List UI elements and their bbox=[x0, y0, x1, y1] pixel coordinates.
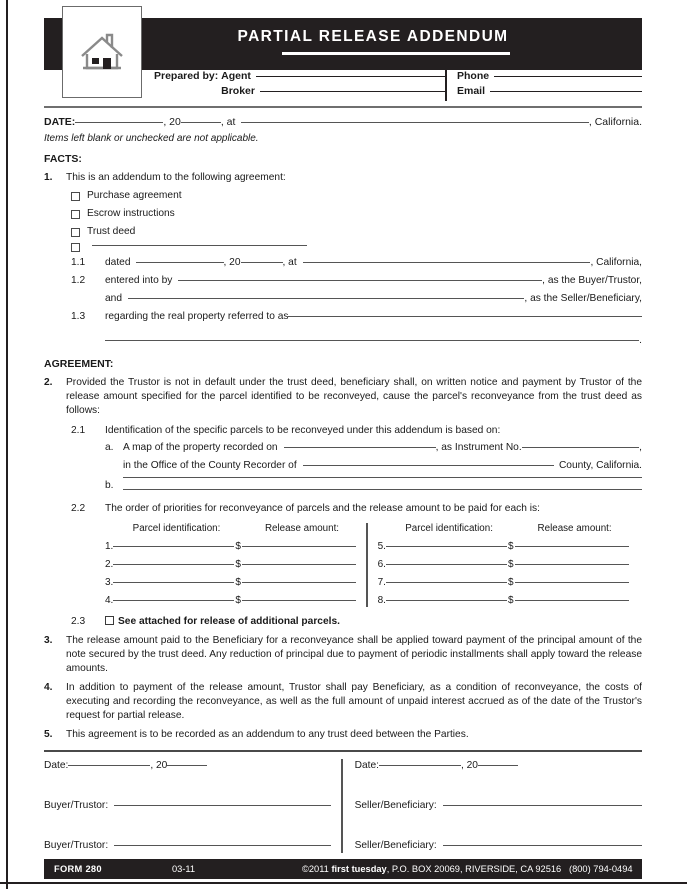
signature-column-buyer bbox=[44, 759, 341, 853]
buyer-trustor-label: Buyer/Trustor: bbox=[44, 840, 109, 851]
parcel-table-left-column bbox=[105, 522, 356, 608]
currency-symbol: $ bbox=[507, 541, 514, 552]
county-california-label: County, California. bbox=[558, 460, 642, 471]
map-recorded-line bbox=[123, 441, 642, 455]
table-row bbox=[378, 558, 629, 572]
currency-symbol: $ bbox=[235, 541, 241, 552]
parcel-table-header-right bbox=[378, 522, 629, 536]
item-2-2-text: The order of priorities for reconveyance of parcels and the release amount to be paid for each is: bbox=[105, 503, 540, 514]
signature-divider bbox=[341, 759, 343, 853]
row-number: 7. bbox=[377, 577, 386, 588]
parcel-id-input[interactable] bbox=[113, 564, 234, 565]
item-2-1-b-body bbox=[123, 479, 642, 493]
instrument-no-label: , as Instrument No. bbox=[435, 442, 522, 453]
buyer-trustor-label: Buyer/Trustor: bbox=[44, 800, 109, 811]
currency-symbol: $ bbox=[507, 559, 514, 570]
parcel-release-table bbox=[44, 522, 642, 608]
copyright-suffix: , P.O. BOX 20069, RIVERSIDE, CA 92516 (800) 794-0494 bbox=[386, 864, 633, 874]
email-row bbox=[457, 85, 642, 100]
agent-row bbox=[154, 70, 445, 85]
seller-date-input[interactable] bbox=[379, 765, 461, 766]
item-5-number: 5. bbox=[44, 729, 53, 740]
facts-heading: FACTS: bbox=[44, 153, 82, 165]
release-amount-input[interactable] bbox=[242, 546, 356, 547]
table-row bbox=[105, 594, 356, 608]
checkbox-trust-deed[interactable] bbox=[44, 225, 642, 239]
dated-city-input[interactable] bbox=[303, 262, 591, 263]
seller-date-row bbox=[355, 759, 642, 773]
item-1-2-number: 1.2 bbox=[71, 275, 86, 286]
buyer-date-row bbox=[44, 759, 331, 773]
property-label: regarding the real property referred to as bbox=[105, 311, 289, 322]
checkbox-icon[interactable] bbox=[71, 210, 80, 219]
prepared-by-left bbox=[142, 70, 447, 101]
table-row bbox=[378, 540, 629, 554]
dated-state-label: , California, bbox=[590, 257, 642, 268]
release-amount-input[interactable] bbox=[515, 600, 629, 601]
item-1-2-line-1 bbox=[105, 274, 642, 288]
item-2-1-b-line-2 bbox=[123, 491, 642, 492]
item-1-2-body bbox=[105, 274, 642, 306]
year-prefix: , 20 bbox=[150, 760, 168, 771]
item-2-1-b-input-2[interactable] bbox=[123, 489, 642, 490]
item-2-1-number: 2.1 bbox=[71, 425, 86, 436]
copyright-prefix: ©2011 bbox=[302, 864, 332, 874]
prepared-by-block bbox=[142, 70, 642, 103]
item-2-3-number: 2.3 bbox=[71, 616, 86, 627]
county-recorder-line bbox=[123, 459, 642, 473]
table-row bbox=[378, 594, 629, 608]
date-at-label: , at bbox=[220, 116, 236, 128]
parcel-id-input[interactable] bbox=[113, 582, 234, 583]
entered-into-by-label: entered into by bbox=[105, 275, 173, 286]
broker-row bbox=[154, 85, 445, 100]
item-1-1 bbox=[44, 256, 642, 270]
checkbox-icon[interactable] bbox=[105, 616, 114, 625]
item-2-3-text: See attached for release of additional parcels. bbox=[118, 616, 340, 627]
checkbox-label: Escrow instructions bbox=[87, 208, 175, 219]
seller-beneficiary-signature-1[interactable] bbox=[443, 805, 642, 806]
spacer bbox=[355, 773, 642, 799]
parcel-id-input[interactable] bbox=[113, 546, 234, 547]
release-amount-input[interactable] bbox=[242, 600, 356, 601]
document-header bbox=[44, 0, 642, 105]
item-2-1-b-input-1[interactable] bbox=[123, 477, 642, 478]
item-1-2-line-2 bbox=[105, 292, 642, 306]
item-1 bbox=[44, 171, 642, 185]
item-2-text: Provided the Trustor is not in default under the trust deed, beneficiary shall, on written notice and payment by Trustor of the release amount specified for the parcel identified to be reconveyed, cause the parcel's reconveyance from the trust deed as follows: bbox=[66, 377, 642, 416]
checkbox-escrow-instructions[interactable] bbox=[44, 207, 642, 221]
col-header-parcel: Parcel identification: bbox=[132, 523, 221, 534]
item-2-1-a bbox=[44, 441, 642, 473]
other-agreement-input[interactable] bbox=[92, 245, 307, 246]
phone-input[interactable] bbox=[494, 76, 642, 77]
parcel-id-input[interactable] bbox=[113, 600, 234, 601]
year-prefix: , 20 bbox=[460, 760, 478, 771]
agent-label: Agent bbox=[221, 70, 251, 82]
currency-symbol: $ bbox=[507, 577, 514, 588]
checkbox-label: Purchase agreement bbox=[87, 190, 182, 201]
row-number: 4. bbox=[105, 595, 114, 606]
col-header-release: Release amount: bbox=[264, 523, 340, 534]
item-1-3 bbox=[44, 310, 642, 348]
checkbox-icon[interactable] bbox=[71, 192, 80, 201]
row-number: 5. bbox=[377, 541, 386, 552]
item-1-text: This is an addendum to the following agreement: bbox=[66, 172, 286, 183]
item-2 bbox=[44, 376, 642, 418]
seller-beneficiary-row-1 bbox=[355, 799, 642, 813]
item-2-1 bbox=[44, 424, 642, 438]
page-left-border bbox=[6, 0, 8, 889]
checkbox-icon[interactable] bbox=[71, 243, 80, 252]
page-bottom-border bbox=[0, 882, 687, 884]
phone-row bbox=[457, 70, 642, 85]
item-2-1-a-label: a. bbox=[105, 442, 114, 453]
item-2-1-text: Identification of the specific parcels to be reconveyed under this addendum is based on: bbox=[105, 425, 501, 436]
page-title: PARTIAL RELEASE ADDENDUM bbox=[237, 28, 509, 45]
item-3-number: 3. bbox=[44, 635, 53, 646]
dated-year-prefix: , 20 bbox=[223, 257, 241, 268]
parcel-id-input[interactable] bbox=[386, 600, 507, 601]
email-label: Email bbox=[457, 85, 486, 97]
item-1-1-body bbox=[105, 256, 642, 270]
seller-beneficiary-row-2 bbox=[355, 839, 642, 853]
buyer-date-year-input[interactable] bbox=[167, 765, 207, 766]
item-1-2 bbox=[44, 274, 642, 306]
dated-label: dated bbox=[105, 257, 131, 268]
checkbox-purchase-agreement[interactable] bbox=[44, 189, 642, 203]
item-2-number: 2. bbox=[44, 377, 53, 388]
dated-year-input[interactable] bbox=[241, 262, 283, 263]
document-footer bbox=[44, 859, 642, 879]
copyright-notice bbox=[302, 862, 642, 876]
buyer-trustor-signature-1[interactable] bbox=[114, 805, 331, 806]
dated-at-label: , at bbox=[282, 257, 297, 268]
house-icon bbox=[78, 30, 126, 74]
parcel-table-divider bbox=[366, 523, 368, 607]
release-amount-input[interactable] bbox=[515, 564, 629, 565]
currency-symbol: $ bbox=[235, 577, 241, 588]
buyer-trustor-signature-2[interactable] bbox=[114, 845, 331, 846]
item-1-3-number: 1.3 bbox=[71, 311, 86, 322]
document-content bbox=[44, 0, 642, 879]
buyer-trustor-row-1 bbox=[44, 799, 331, 813]
county-recorder-input[interactable] bbox=[303, 465, 554, 466]
date-city-input[interactable] bbox=[241, 122, 588, 123]
item-2-2-number: 2.2 bbox=[71, 503, 86, 514]
checkbox-icon[interactable] bbox=[71, 228, 80, 237]
agreement-heading: AGREEMENT: bbox=[44, 358, 114, 370]
parcel-id-input[interactable] bbox=[386, 564, 507, 565]
buyer-trustor-label: , as the Buyer/Trustor, bbox=[542, 275, 642, 286]
date-line bbox=[44, 115, 642, 129]
item-2-3 bbox=[44, 615, 642, 629]
item-1-3-body bbox=[105, 310, 642, 348]
seller-beneficiary-signature-2[interactable] bbox=[443, 845, 642, 846]
item-2-2 bbox=[44, 502, 642, 516]
release-amount-input[interactable] bbox=[242, 582, 356, 583]
date-label: DATE: bbox=[44, 116, 76, 128]
county-recorder-label: in the Office of the County Recorder of bbox=[123, 460, 297, 471]
item-2-1-b bbox=[44, 479, 642, 493]
item-5-text: This agreement is to be recorded as an addendum to any trust deed between the Parties. bbox=[66, 729, 469, 740]
table-row bbox=[105, 576, 356, 590]
item-4-text: In addition to payment of the release amount, Trustor shall pay Beneficiary, as a condition of reconveyance, the costs of executing and recording the reconveyance, as well as the full amount of unpaid interest accrued as of the date of the Trustor's request for partial release. bbox=[66, 682, 642, 721]
broker-input[interactable] bbox=[260, 91, 445, 92]
seller-beneficiary-label: , as the Seller/Beneficiary, bbox=[524, 293, 642, 304]
parcel-id-input[interactable] bbox=[386, 582, 507, 583]
parcel-table-right-column bbox=[378, 522, 629, 608]
property-period: . bbox=[639, 335, 642, 346]
release-amount-input[interactable] bbox=[242, 564, 356, 565]
broker-label: Broker bbox=[221, 85, 255, 97]
item-4-number: 4. bbox=[44, 682, 53, 693]
signature-column-seller bbox=[355, 759, 652, 853]
seller-beneficiary-label: Seller/Beneficiary: bbox=[354, 800, 437, 811]
prepared-by-label: Prepared by: bbox=[154, 70, 219, 82]
item-1-3-line-1 bbox=[105, 310, 642, 324]
blank-items-note: Items left blank or unchecked are not applicable. bbox=[44, 133, 259, 144]
map-line-comma: , bbox=[639, 442, 642, 453]
buyer-date-input[interactable] bbox=[68, 765, 150, 766]
spacer bbox=[355, 813, 642, 839]
table-row bbox=[378, 576, 629, 590]
spacer bbox=[44, 813, 331, 839]
row-number: 6. bbox=[377, 559, 386, 570]
form-revision-date: 03-11 bbox=[172, 864, 196, 874]
row-number: 8. bbox=[377, 595, 386, 606]
instrument-no-input[interactable] bbox=[522, 447, 639, 448]
item-1-1-number: 1.1 bbox=[71, 257, 86, 268]
buyer-trustor-input[interactable] bbox=[178, 280, 542, 281]
logo-box bbox=[62, 6, 142, 98]
date-state-label: , California. bbox=[588, 116, 642, 128]
phone-label: Phone bbox=[457, 70, 490, 82]
item-1-number: 1. bbox=[44, 172, 53, 183]
currency-symbol: $ bbox=[235, 559, 241, 570]
item-4 bbox=[44, 681, 642, 723]
checkbox-other-agreement[interactable] bbox=[44, 243, 642, 252]
table-row bbox=[105, 540, 356, 554]
seller-beneficiary-input[interactable] bbox=[128, 298, 524, 299]
signature-block bbox=[44, 759, 642, 853]
item-2-1-b-label: b. bbox=[105, 480, 114, 491]
email-input[interactable] bbox=[490, 91, 642, 92]
table-row bbox=[105, 558, 356, 572]
date-year-prefix: , 20 bbox=[163, 116, 181, 128]
checkbox-label: Trust deed bbox=[87, 226, 136, 237]
seller-date-year-input[interactable] bbox=[478, 765, 518, 766]
date-label: Date: bbox=[44, 760, 69, 771]
map-recorded-label: A map of the property recorded on bbox=[123, 442, 278, 453]
form-number: FORM 280 bbox=[54, 864, 102, 874]
map-recorded-date-input[interactable] bbox=[284, 447, 436, 448]
item-2-3-body[interactable] bbox=[105, 615, 642, 629]
date-year-input[interactable] bbox=[181, 122, 221, 123]
row-number: 2. bbox=[105, 559, 114, 570]
row-number: 3. bbox=[105, 577, 114, 588]
release-amount-input[interactable] bbox=[515, 582, 629, 583]
item-2-1-a-body bbox=[123, 441, 642, 473]
item-1-3-line-2 bbox=[105, 334, 642, 348]
item-5 bbox=[44, 728, 642, 742]
spacer bbox=[44, 773, 331, 799]
item-2-1-b-line-1 bbox=[123, 479, 642, 480]
property-input-1[interactable] bbox=[288, 316, 642, 317]
signature-section-rule bbox=[44, 750, 642, 752]
seller-beneficiary-label: Seller/Beneficiary: bbox=[354, 840, 437, 851]
col-header-parcel: Parcel identification: bbox=[405, 523, 493, 534]
property-input-2[interactable] bbox=[105, 340, 639, 341]
date-input[interactable] bbox=[75, 122, 163, 123]
col-header-release: Release amount: bbox=[537, 523, 612, 534]
row-number: 1. bbox=[105, 541, 114, 552]
item-3 bbox=[44, 634, 642, 676]
dated-input[interactable] bbox=[136, 262, 224, 263]
date-label: Date: bbox=[354, 760, 379, 771]
title-underline bbox=[282, 52, 510, 55]
agent-input[interactable] bbox=[256, 76, 445, 77]
release-amount-input[interactable] bbox=[515, 546, 629, 547]
item-3-text: The release amount paid to the Beneficiary for a reconveyance shall be applied toward payment of the principal amount of the note secured by the trust deed. Any reduction of principal due to payment of periodic installments shall apply toward the release amounts. bbox=[66, 635, 642, 674]
and-label: and bbox=[105, 293, 122, 304]
buyer-trustor-row-2 bbox=[44, 839, 331, 853]
prepared-by-right bbox=[447, 70, 642, 101]
brand-name: first tuesday bbox=[331, 864, 387, 874]
currency-symbol: $ bbox=[235, 595, 241, 606]
parcel-id-input[interactable] bbox=[386, 546, 507, 547]
document-body bbox=[44, 105, 642, 879]
currency-symbol: $ bbox=[507, 595, 514, 606]
parcel-table-header-left bbox=[105, 522, 356, 536]
